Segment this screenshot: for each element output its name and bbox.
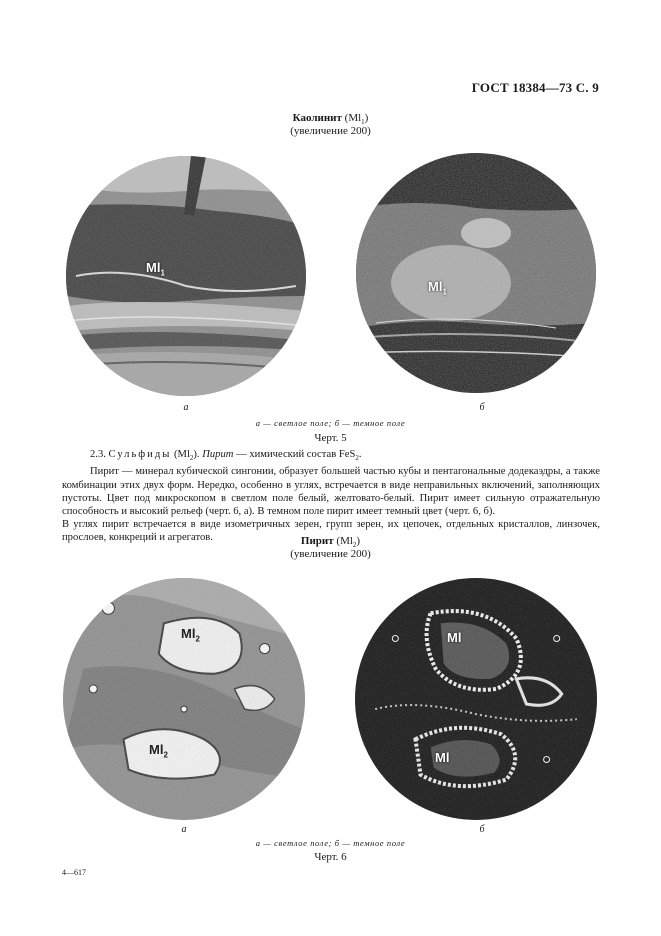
chart6-caption: Черт. 6 (314, 851, 347, 863)
kaolinite-magnification: (увеличение 200) (290, 125, 371, 137)
chart5-caption: Черт. 5 (314, 432, 347, 444)
page-footer: 4—617 (62, 868, 86, 877)
paragraph-pyrite-description: Пирит — минерал кубической сингонии, образует большей частью кубы и пентагональные додекаэдры, а также комбинации этих двух форм. Нередко, особенно в углях, встречается в виде неправильных включений, заполняющих пустоты. Цвет под микроскопом в светлом поле белый, желтовато-белый. Пирит имеет сильную отражательную способность и высокий рельеф (черт. 6, а). В темном поле пирит имеет темный цвет (черт. 6, б). (62, 466, 600, 517)
pyrite-magnification: (увеличение 200) (290, 548, 371, 560)
kaolinite-name: Каолинит (292, 112, 342, 124)
chart5-letter-b: б (479, 402, 485, 413)
chart5-letter-a: а (183, 402, 189, 413)
pyrite-left-label-bottom: $Ml_2$ (149, 742, 168, 760)
sulfides-text (62, 448, 600, 550)
paragraph-sulfides-heading: 2.3. Сульфиды $(Ml_2)$. Пирит — химический состав FeS$_2$. (90, 449, 362, 463)
pyrite-code: $(Ml_2)$ (336, 535, 361, 550)
kaolinite-left-label: $Ml_1$ (146, 260, 165, 278)
paragraph-pyrite-occurrence: В углях пирит встречается в виде изометричных зерен, групп зерен, их цепочек, отдельных кристаллов, линзочек, прослоев, конкреций и агрегатов. (62, 519, 600, 544)
page-header: ГОСТ 18384—73 С. 9 (471, 80, 599, 95)
pyrite-dark-field-image (355, 578, 597, 820)
kaolinite-right-label: $Ml_1$ (428, 279, 447, 297)
kaolinite-code: $(Ml_1)$ (344, 112, 369, 127)
chart6-letter-b: б (479, 824, 485, 835)
chart5-legend: а — светлое поле; б — темное поле (255, 418, 406, 428)
pyrite-bright-field-image (63, 578, 305, 820)
chart6-letter-a: а (181, 824, 187, 835)
kaolinite-dark-field-image (356, 153, 596, 393)
pyrite-left-label-top: $Ml_2$ (181, 626, 200, 644)
pyrite-name: Пирит (300, 535, 334, 547)
pyrite-right-label-top: Ml (447, 630, 462, 645)
pyrite-right-label-bottom: Ml (435, 750, 450, 765)
kaolinite-bright-field-image (66, 156, 306, 396)
chart6-legend: а — светлое поле; б — темное поле (255, 838, 406, 848)
